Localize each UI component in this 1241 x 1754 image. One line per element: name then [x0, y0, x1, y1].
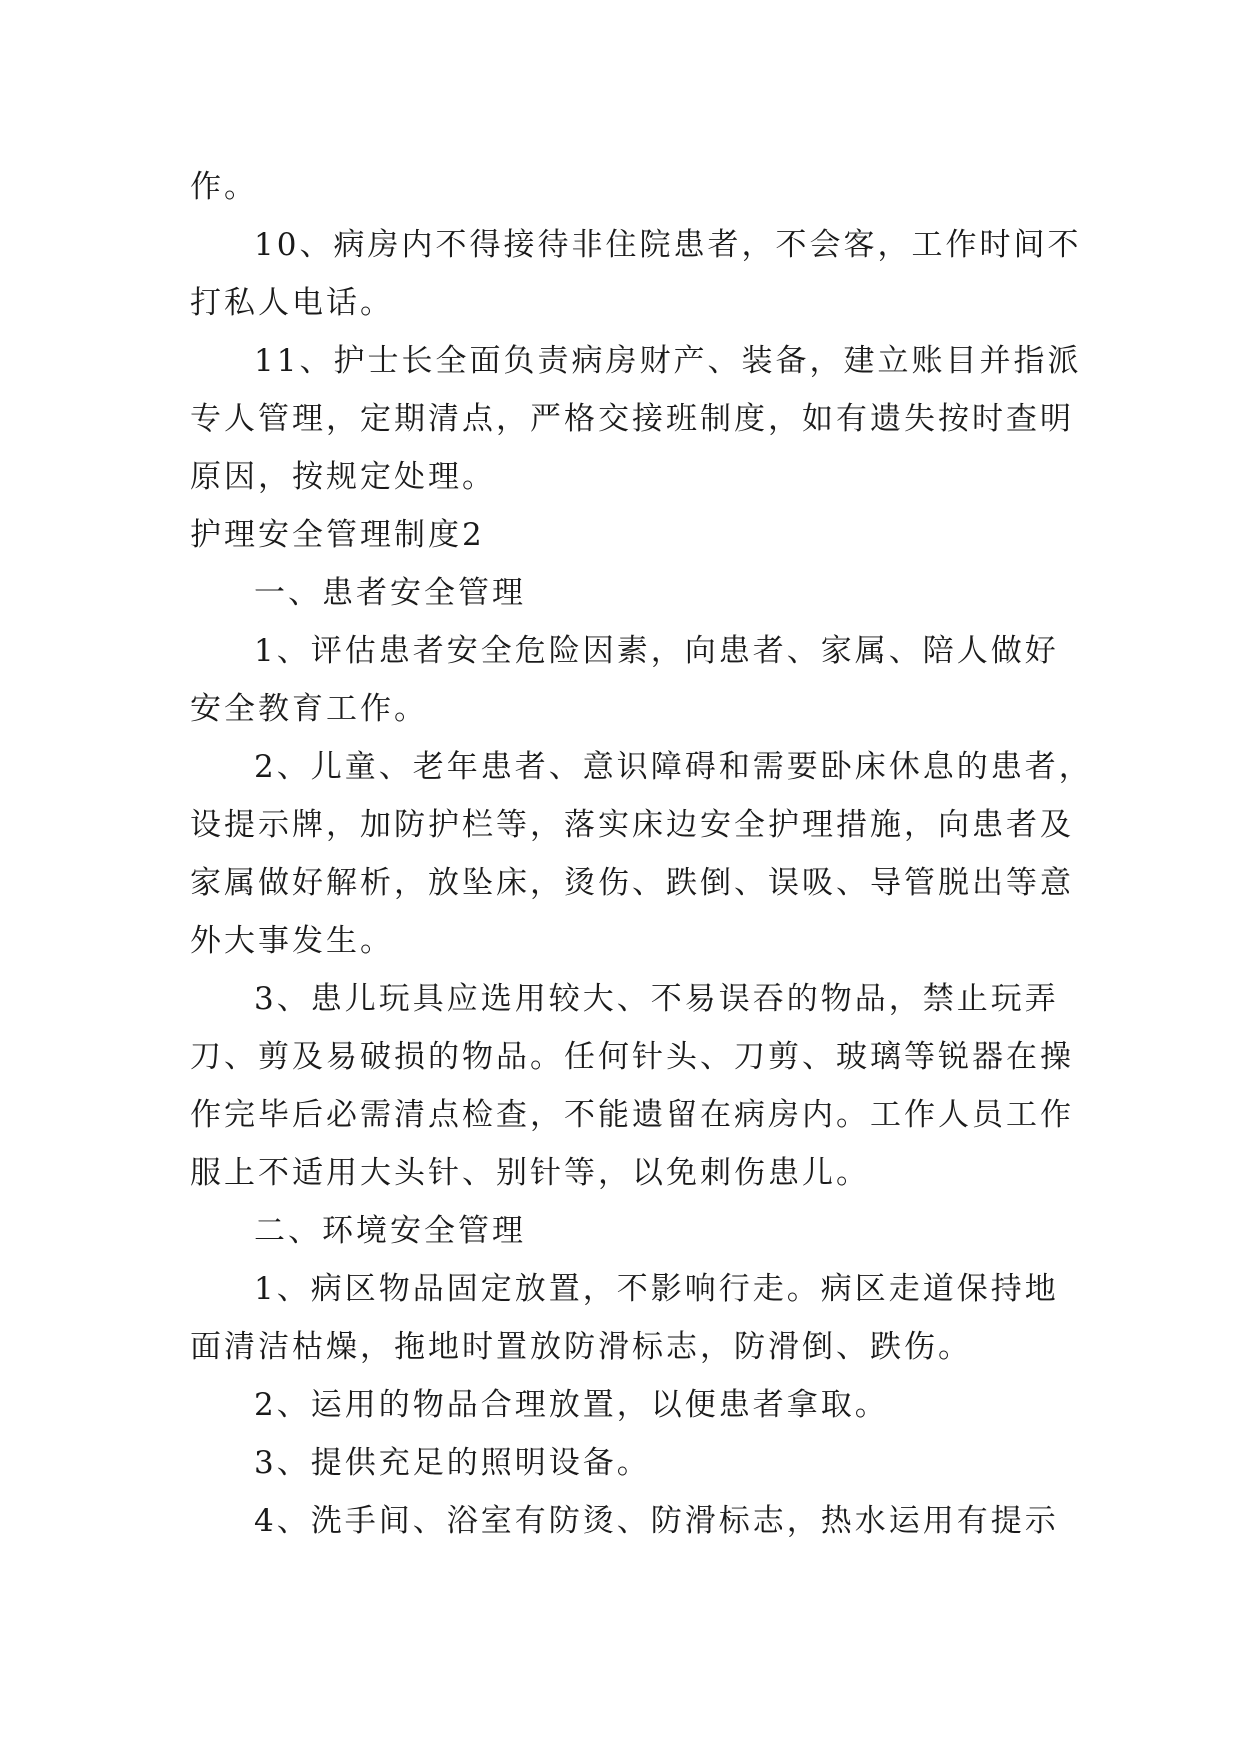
text-line: 作。 — [190, 169, 258, 205]
text-line: 二、环境安全管理 — [254, 1213, 526, 1249]
text-line: 家属做好解析，放坠床，烫伤、跌倒、误吸、导管脱出等意 — [190, 865, 1074, 901]
text-line: 安全教育工作。 — [190, 691, 428, 727]
text-line: 面清洁枯燥，拖地时置放防滑标志，防滑倒、跌伤。 — [190, 1329, 972, 1365]
text-line: 护理安全管理制度2 — [190, 517, 485, 553]
text-line: 1、评估患者安全危险因素，向患者、家属、陪人做好 — [254, 633, 1059, 669]
text-line: 2、运用的物品合理放置，以便患者拿取。 — [254, 1387, 889, 1423]
text-line: 设提示牌，加防护栏等，落实床边安全护理措施，向患者及 — [190, 807, 1074, 843]
text-line: 2、儿童、老年患者、意识障碍和需要卧床休息的患者， — [254, 749, 1093, 785]
text-line: 3、患儿玩具应选用较大、不易误吞的物品，禁止玩弄 — [254, 981, 1059, 1017]
text-line: 服上不适用大头针、别针等，以免刺伤患儿。 — [190, 1155, 870, 1191]
text-line: 11、护士长全面负责病房财产、装备，建立账目并指派 — [254, 343, 1082, 379]
text-line: 打私人电话。 — [190, 285, 394, 321]
text-line: 1、病区物品固定放置，不影响行走。病区走道保持地 — [254, 1271, 1059, 1307]
text-line: 4、洗手间、浴室有防烫、防滑标志，热水运用有提示 — [254, 1503, 1059, 1539]
text-line: 3、提供充足的照明设备。 — [254, 1445, 651, 1481]
text-line: 10、病房内不得接待非住院患者，不会客，工作时间不 — [254, 227, 1082, 263]
text-line: 专人管理，定期清点，严格交接班制度，如有遗失按时查明 — [190, 401, 1074, 437]
text-line: 刀、剪及易破损的物品。任何针头、刀剪、玻璃等锐器在操 — [190, 1039, 1074, 1075]
text-line: 一、患者安全管理 — [254, 575, 526, 611]
document-body — [190, 158, 1093, 1550]
text-line: 外大事发生。 — [190, 923, 394, 959]
text-line: 作完毕后必需清点检查，不能遗留在病房内。工作人员工作 — [190, 1097, 1074, 1133]
text-line: 原因，按规定处理。 — [190, 459, 496, 495]
